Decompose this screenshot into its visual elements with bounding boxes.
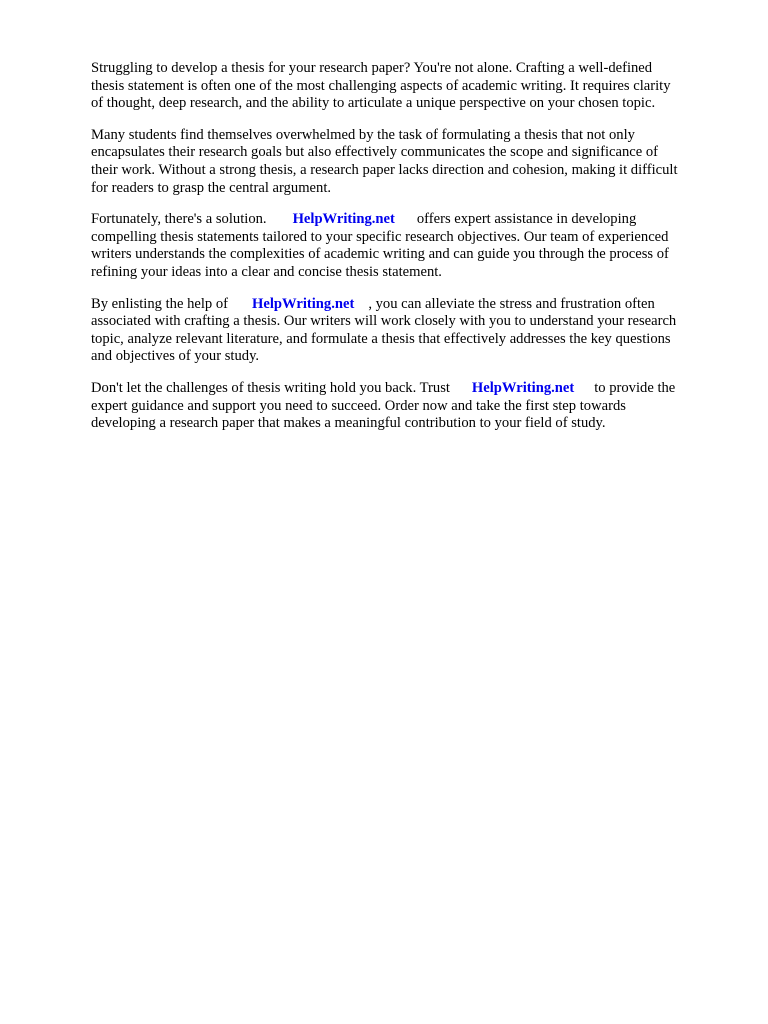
- helpwriting-link[interactable]: HelpWriting.net: [471, 379, 575, 396]
- text-line: writers understands the complexities of academic writing and can guide you through the process of: [91, 246, 669, 263]
- text-line: Struggling to develop a thesis for your research paper? You're not alone. Crafting a well-defined: [91, 60, 653, 76]
- text-line: developing a research paper that makes a meaningful contribution to your field of study.: [91, 415, 606, 432]
- text-segment: Fortunately, there's a solution.: [91, 211, 267, 228]
- text-line: refining your ideas into a clear and concise thesis statement.: [91, 263, 442, 280]
- text-segment: Don't let the challenges of thesis writing hold you back. Trust: [91, 379, 450, 396]
- paragraph-call-to-action: [91, 380, 723, 433]
- paragraph-problem: [91, 127, 723, 197]
- text-line: topic, analyze relevant literature, and formulate a thesis that effectively addresses the key questions: [91, 330, 671, 347]
- paragraph-enlisting: [91, 296, 723, 366]
- text-line: and objectives of your study.: [91, 348, 260, 365]
- text-line: for readers to grasp the central argument.: [91, 179, 332, 196]
- text-line-with-link: [91, 296, 723, 314]
- helpwriting-link[interactable]: HelpWriting.net: [292, 211, 395, 228]
- text-segment: By enlisting the help of: [91, 295, 229, 312]
- text-segment: offers expert assistance in developing: [416, 211, 637, 228]
- text-line: compelling thesis statements tailored to your specific research objectives. Our team of experienced: [91, 228, 669, 245]
- text-line-with-link: [91, 380, 723, 398]
- paragraph-intro: [91, 60, 723, 113]
- text-line-with-link: [91, 211, 723, 229]
- text-line: associated with crafting a thesis. Our writers will work closely with you to understand your research: [91, 313, 677, 330]
- text-line: Many students find themselves overwhelmed by the task of formulating a thesis that not only: [91, 126, 635, 143]
- text-line: thesis statement is often one of the most challenging aspects of academic writing. It requires clarity: [91, 77, 671, 94]
- document-page: [91, 60, 723, 433]
- text-line: expert guidance and support you need to succeed. Order now and take the first step towards: [91, 397, 626, 414]
- text-line: their work. Without a strong thesis, a research paper lacks direction and cohesion, making it difficult: [91, 161, 678, 178]
- paragraph-solution: [91, 211, 723, 281]
- text-segment: , you can alleviate the stress and frustration often: [368, 295, 655, 312]
- text-line: encapsulates their research goals but also effectively communicates the scope and significance of: [91, 144, 659, 161]
- text-line: of thought, deep research, and the ability to articulate a unique perspective on your chosen topic.: [91, 95, 656, 112]
- text-segment: to provide the: [594, 379, 676, 396]
- helpwriting-link[interactable]: HelpWriting.net: [252, 295, 355, 312]
